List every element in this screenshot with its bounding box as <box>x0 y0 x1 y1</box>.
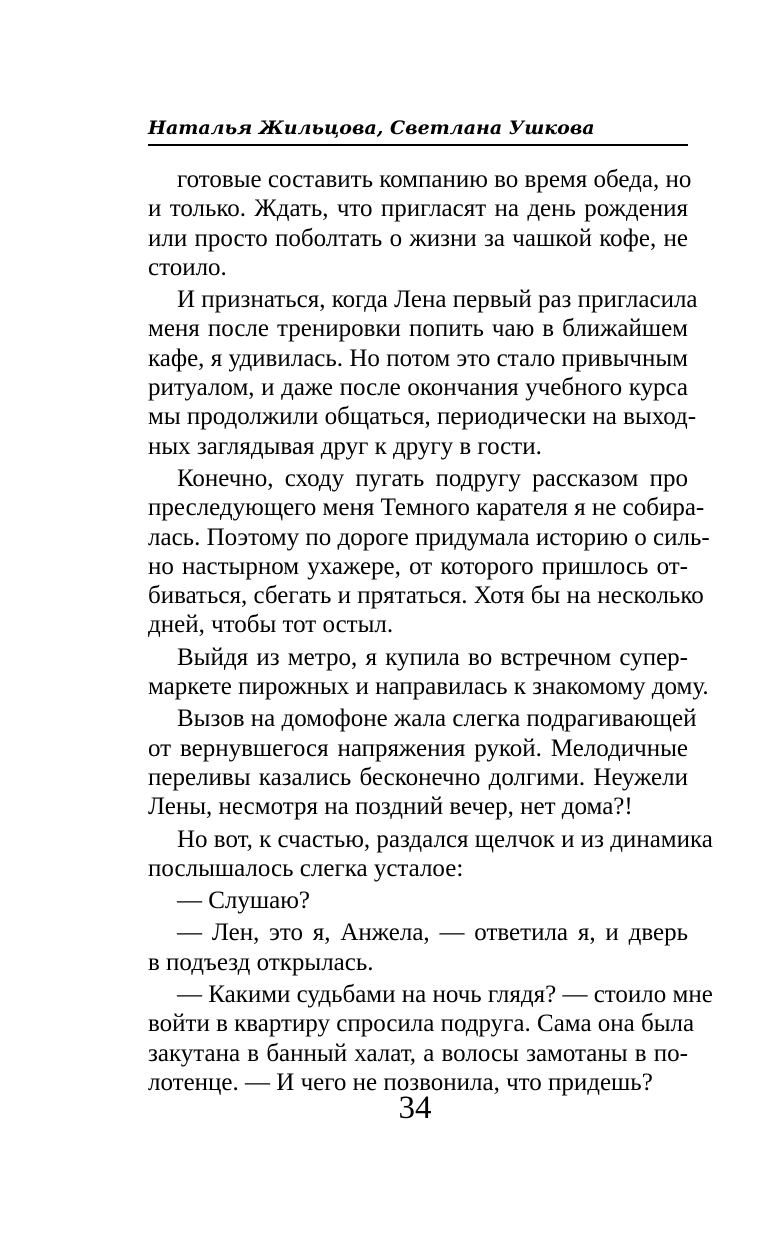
text-line: переливы казались бесконечно долгими. Неужели <box>148 763 688 791</box>
text-line: от вернувшегося напряжения рукой. Мелодичные <box>148 734 688 762</box>
running-head: Наталья Жильцова, Светлана Ушкова <box>148 117 595 139</box>
text-line: Но вот, к счастью, раздался щелчок и из динамика <box>177 825 713 853</box>
text-line: Вызов на домофоне жала слегка подрагивающей <box>177 705 697 733</box>
paragraph <box>148 165 692 282</box>
text-line: лотенце. — И чего не позвонила, что придешь? <box>148 1068 653 1096</box>
text-line: мы продолжили общаться, периодически на выход- <box>148 403 697 431</box>
paragraph <box>148 918 688 977</box>
paragraph <box>148 980 713 1097</box>
paragraph <box>148 825 713 884</box>
paragraph <box>148 886 688 915</box>
text-line: готовые составить компанию во время обеда, но <box>177 166 692 193</box>
text-line: войти в квартиру спросила подруга. Сама она была <box>148 1010 695 1038</box>
text-line: — Лен, это я, Анжела, — ответила я, и дверь <box>177 919 688 947</box>
text-line: ных заглядывая друг к другу в гости. <box>148 432 542 460</box>
text-line: послышалось слегка усталое: <box>148 854 464 882</box>
text-line: — Слушаю? <box>177 887 311 915</box>
text-line: преследующего меня Темного карателя я не собира- <box>148 494 705 522</box>
header-rule <box>148 144 688 146</box>
paragraph <box>148 704 697 821</box>
text-line: но настырном ухажере, от которого пришлось от- <box>148 552 688 580</box>
text-line: Лены, несмотря на поздний вечер, нет дома?! <box>148 793 633 821</box>
body-text <box>148 165 713 1097</box>
paragraph <box>148 643 709 702</box>
text-line: И признаться, когда Лена первый раз пригласила <box>177 286 698 314</box>
text-line: кафе, я удивилась. Но потом это стало привычным <box>148 344 688 372</box>
text-line: маркете пирожных и направилась к знакомому дому. <box>148 673 709 701</box>
paragraph <box>148 285 698 461</box>
text-line: или просто поболтать о жизни за чашкой кофе, не <box>148 224 688 252</box>
text-line: биваться, сбегать и прятаться. Хотя бы на несколько <box>148 582 704 610</box>
text-line: и только. Ждать, что пригласят на день рождения <box>148 195 688 223</box>
text-line: Конечно, сходу пугать подругу рассказом про <box>177 464 688 492</box>
text-line: ритуалом, и даже после окончания учебного курса <box>148 374 688 402</box>
text-line: дней, чтобы тот остыл. <box>148 611 394 639</box>
text-line: Выйдя из метро, я купила во встречном супер- <box>177 643 688 671</box>
paragraph <box>148 464 710 640</box>
text-line: закутана в банный халат, а волосы замотаны в по- <box>148 1039 688 1067</box>
text-line: меня после тренировки попить чаю в ближайшем <box>148 315 688 343</box>
text-line: в подъезд открылась. <box>148 948 374 976</box>
page-number: 34 <box>398 1090 432 1126</box>
text-line: — Какими судьбами на ночь глядя? — стоило мне <box>177 981 713 1009</box>
text-line: лась. Поэтому по дороге придумала историю о силь- <box>148 523 710 551</box>
text-line: стоило. <box>148 253 227 281</box>
